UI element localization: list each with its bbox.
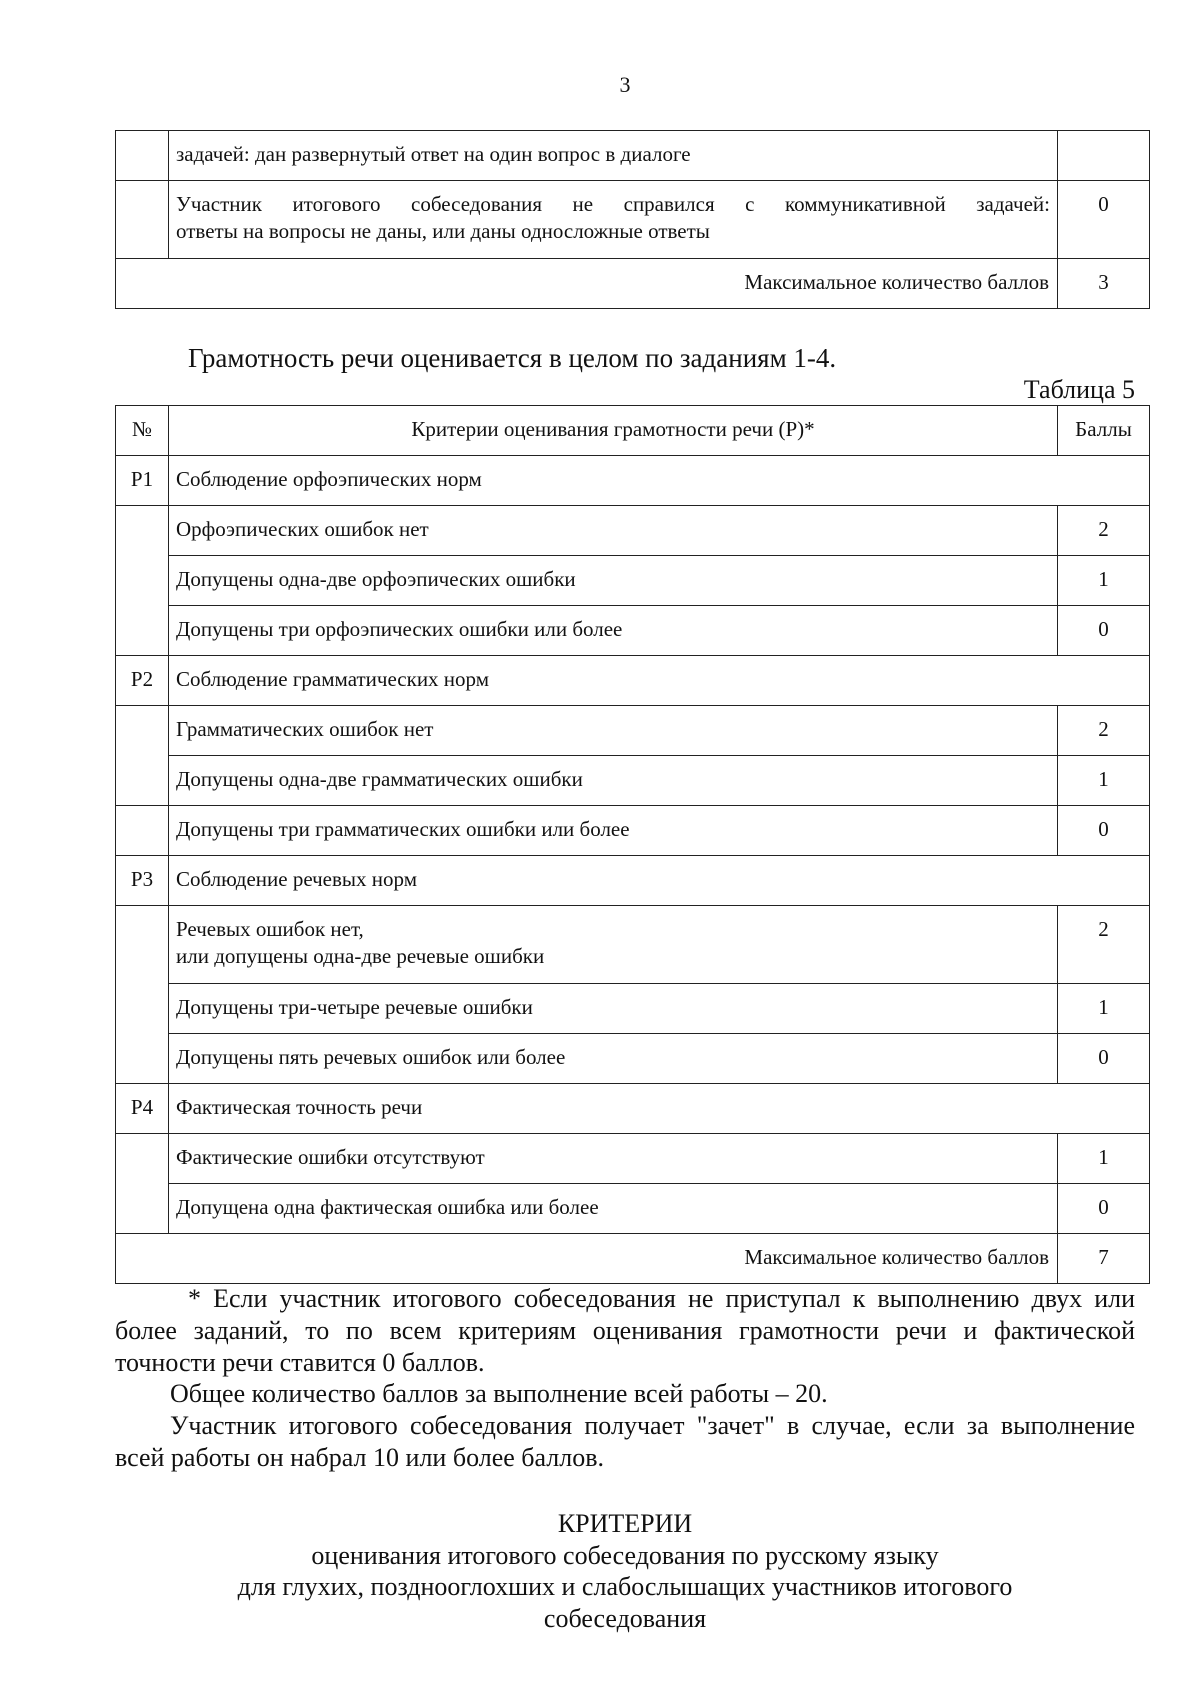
table-row [116,1134,1150,1184]
num-cell [116,131,169,181]
criterion-text [169,181,1058,259]
score-cell: 0 [1058,1034,1150,1084]
table-row [116,506,1150,556]
table-row [116,984,1150,1034]
max-score-value: 3 [1058,259,1150,309]
table-row [116,806,1150,856]
group-code: Р4 [116,1084,169,1134]
table-4-continuation [115,130,1150,309]
criterion-text: Орфоэпических ошибок нет [169,506,1058,556]
criterion-text: Грамматических ошибок нет [169,706,1058,756]
max-score-row [116,259,1150,309]
score-cell: 0 [1058,181,1150,259]
group-title: Соблюдение орфоэпических норм [169,456,1150,506]
criterion-line: ответы на вопросы не даны, или даны односложные ответы [176,219,710,243]
score-cell: 1 [1058,756,1150,806]
table-row [116,131,1150,181]
group-title: Фактическая точность речи [169,1084,1150,1134]
num-cell [116,706,169,806]
score-cell: 1 [1058,984,1150,1034]
criterion-line: Речевых ошибок нет, [176,917,364,941]
table-row [116,756,1150,806]
num-cell [116,181,169,259]
page-number: 3 [619,72,631,97]
criterion-text: Допущены пять речевых ошибок или более [169,1034,1058,1084]
score-cell: 1 [1058,1134,1150,1184]
criterion-line: или допущены одна-две речевые ошибки [176,944,545,968]
group-title: Соблюдение грамматических норм [169,656,1150,706]
table-row [116,1034,1150,1084]
header-criteria: Критерии оценивания грамотности речи (Р)* [169,406,1058,456]
criterion-text: Допущены три грамматических ошибки или более [169,806,1058,856]
table-row [116,906,1150,984]
criterion-text: Допущена одна фактическая ошибка или более [169,1184,1058,1234]
intro-text: Грамотность речи оценивается в целом по заданиям 1-4. [188,343,837,373]
criterion-text: Допущены одна-две орфоэпических ошибки [169,556,1058,606]
section-title: КРИТЕРИИ [557,1509,693,1538]
section-subtitle-line-3: собеседования [543,1604,707,1633]
section-subtitle-line-1: оценивания итогового собеседования по русскому языку [311,1541,939,1570]
num-cell [116,506,169,656]
header-score: Баллы [1058,406,1150,456]
max-score-label: Максимальное количество баллов [116,1234,1058,1284]
score-cell: 1 [1058,556,1150,606]
criterion-text: Допущены одна-две грамматических ошибки [169,756,1058,806]
num-cell [116,1134,169,1234]
criterion-text: Фактические ошибки отсутствуют [169,1134,1058,1184]
group-code: Р2 [116,656,169,706]
score-cell: 2 [1058,906,1150,984]
score-cell: 0 [1058,1184,1150,1234]
table-row [116,181,1150,259]
score-cell: 2 [1058,506,1150,556]
footnote: * Если участник итогового собеседования не приступал к выполнению двух или более заданий, то по всем критериям оценивания грамотности речи и фактической точности речи ставится 0 баллов. [115,1284,1135,1377]
pass-rule-text: Участник итогового собеседования получает "зачет" в случае, если за выполнение всей работы он набрал 10 или более баллов. [115,1411,1135,1472]
table-row [116,1184,1150,1234]
header-num: № [116,406,169,456]
criterion-text: задачей: дан развернутый ответ на один вопрос в диалоге [169,131,1058,181]
max-score-label: Максимальное количество баллов [116,259,1058,309]
table-row [116,606,1150,656]
max-score-value: 7 [1058,1234,1150,1284]
score-cell: 0 [1058,806,1150,856]
group-title: Соблюдение речевых норм [169,856,1150,906]
criterion-text: Допущены три орфоэпических ошибки или более [169,606,1058,656]
table-row [116,556,1150,606]
table-5 [115,405,1150,1284]
criterion-text: Допущены три-четыре речевые ошибки [169,984,1058,1034]
group-row [116,856,1150,906]
max-score-row [116,1234,1150,1284]
num-cell [116,806,169,856]
table-header-row [116,406,1150,456]
group-row [116,456,1150,506]
score-cell: 0 [1058,606,1150,656]
total-score-text: Общее количество баллов за выполнение всей работы – 20. [170,1379,828,1408]
criterion-line: Участник итогового собеседования не справился с коммуникативной задачей: [176,192,1050,216]
table-caption: Таблица 5 [1023,375,1135,404]
table-row [116,706,1150,756]
group-code: Р1 [116,456,169,506]
score-cell [1058,131,1150,181]
num-cell [116,906,169,1084]
score-cell: 2 [1058,706,1150,756]
section-subtitle-line-2: для глухих, позднооглохших и слабослышащих участников итогового [237,1572,1013,1601]
group-code: Р3 [116,856,169,906]
group-row [116,1084,1150,1134]
criterion-text [169,906,1058,984]
group-row [116,656,1150,706]
